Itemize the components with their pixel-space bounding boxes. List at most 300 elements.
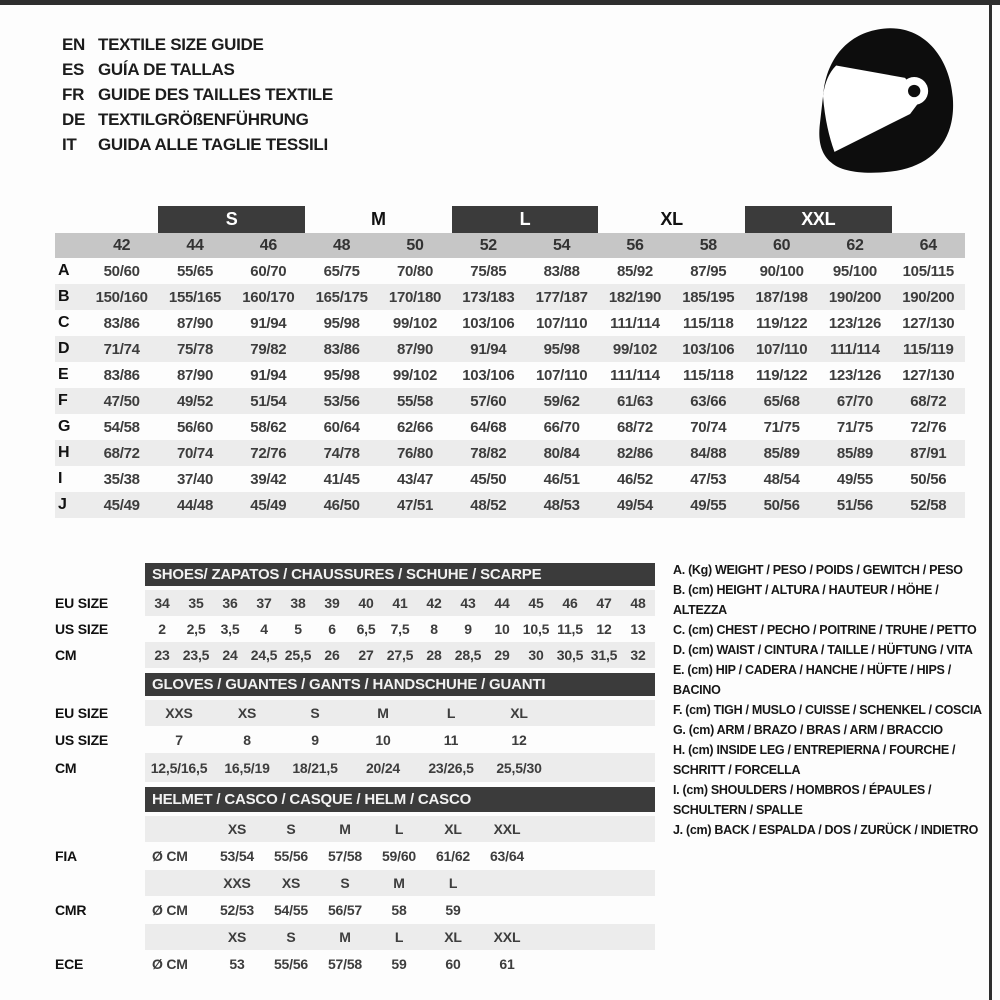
- gloves-labels: [55, 673, 145, 782]
- row-label: US SIZE: [55, 621, 109, 637]
- size-cell: Ø CM: [152, 956, 188, 972]
- language-title: GUIDE DES TAILLES TEXTILE: [98, 84, 333, 104]
- measurement-value: 68/72: [910, 392, 947, 410]
- size-number: 46: [259, 236, 277, 254]
- size-cell: S: [286, 929, 296, 945]
- size-number: 58: [699, 236, 717, 254]
- size-cell: 11: [443, 731, 459, 748]
- size-cell: M: [339, 929, 351, 945]
- measurement-row: [55, 284, 965, 310]
- measurement-value: 99/102: [612, 340, 657, 358]
- size-number: 56: [626, 236, 644, 254]
- size-row: [145, 642, 655, 668]
- size-cell: 63/64: [489, 848, 525, 864]
- measurement-value: 37/40: [176, 470, 214, 488]
- measurement-value: 49/55: [836, 470, 873, 488]
- size-cell: 12: [511, 731, 527, 748]
- size-cell: 16,5/19: [224, 759, 270, 776]
- size-cell: 52/53: [219, 902, 255, 918]
- legend-item: A. (Kg) WEIGHT / PESO / POIDS / GEWITCH / PESO: [673, 563, 963, 577]
- measurement-value: 90/100: [759, 262, 804, 280]
- measurement-value: 111/114: [830, 340, 880, 358]
- measurement-value: 107/110: [535, 366, 588, 384]
- measurement-value: 47/51: [396, 496, 433, 514]
- measurement-value: 83/86: [323, 340, 360, 358]
- size-cell: L: [394, 929, 404, 945]
- size-cell: 30,5: [556, 647, 584, 663]
- size-cell: 45: [528, 595, 544, 611]
- measurement-value: 85/92: [616, 262, 653, 280]
- measurement-value: 50/56: [910, 470, 947, 488]
- size-cell: M: [393, 875, 405, 891]
- size-cell: 12: [596, 621, 612, 637]
- size-cell: 55/56: [273, 956, 309, 972]
- size-cell: 44: [494, 595, 510, 611]
- language-title: GUIDA ALLE TAGLIE TESSILI: [98, 134, 328, 154]
- measurement-value: 67/70: [836, 392, 873, 410]
- language-code: DE: [62, 109, 86, 129]
- size-cell: 8: [243, 731, 251, 748]
- measurement-row: [55, 414, 965, 440]
- measurement-value: 95/98: [323, 366, 360, 384]
- measurement-value: 70/80: [396, 262, 433, 280]
- measurement-value: 47/53: [690, 470, 727, 488]
- measurement-value: 56/60: [176, 418, 214, 436]
- size-cell: 28,5: [454, 647, 482, 663]
- row-letter: H: [58, 444, 70, 461]
- helmet-title: HELMET / CASCO / CASQUE / HELM / CASCO: [145, 787, 655, 812]
- language-title-block: [62, 32, 333, 157]
- measurement-value: 51/54: [250, 392, 287, 410]
- size-cell: 9: [311, 731, 319, 748]
- size-cell: 4: [260, 621, 268, 637]
- size-row: [145, 950, 655, 978]
- size-number: 62: [846, 236, 864, 254]
- helmet-icon: [798, 22, 963, 174]
- measurement-value: 78/82: [470, 444, 507, 462]
- row-letter: F: [58, 392, 68, 409]
- row-letter: D: [58, 340, 70, 357]
- measurement-value: 58/62: [250, 418, 287, 436]
- measurement-value: 127/130: [902, 366, 955, 384]
- size-cell: 58: [391, 902, 407, 918]
- size-cell: XL: [510, 705, 528, 721]
- measurement-value: 119/122: [755, 314, 808, 332]
- size-row: [145, 700, 655, 726]
- measurement-value: 75/78: [176, 340, 214, 358]
- top-border-line: [0, 0, 1000, 5]
- size-cell: M: [377, 705, 389, 721]
- size-cell: 10: [494, 621, 510, 637]
- row-label: CMR: [55, 902, 87, 918]
- measurement-value: 52/58: [910, 496, 947, 514]
- row-label: CM: [55, 647, 77, 663]
- size-label-s: S: [158, 206, 305, 233]
- measurement-value: 83/88: [543, 262, 580, 280]
- row-label: [55, 870, 145, 896]
- measurement-value: 71/74: [103, 340, 140, 358]
- measurement-value: 62/66: [396, 418, 433, 436]
- measurement-value: 107/110: [535, 314, 588, 332]
- measurement-value: 103/106: [462, 314, 515, 332]
- size-cell: 61/62: [435, 848, 471, 864]
- size-number: 50: [406, 236, 424, 254]
- language-row: [62, 57, 333, 82]
- measurement-value: 70/74: [176, 444, 214, 462]
- size-cell: 37: [256, 595, 272, 611]
- size-cell: 28: [426, 647, 442, 663]
- measurement-value: 160/170: [242, 288, 295, 306]
- size-cell: 31,5: [590, 647, 618, 663]
- size-cell: 7,5: [390, 621, 410, 637]
- measurement-value: 53/56: [323, 392, 360, 410]
- size-cell: 26: [324, 647, 340, 663]
- size-cell: L: [394, 821, 404, 837]
- size-cell: 23/26,5: [428, 759, 474, 776]
- measurement-value: 71/75: [763, 418, 800, 436]
- row-letter: J: [58, 496, 67, 513]
- measurement-value: 79/82: [250, 340, 287, 358]
- measurement-value: 95/98: [323, 314, 360, 332]
- size-number: 64: [919, 236, 937, 254]
- size-cell: 47: [596, 595, 612, 611]
- measurement-value: 177/187: [535, 288, 588, 306]
- row-letter: I: [58, 470, 63, 487]
- legend-item: I. (cm) SHOULDERS / HOMBROS / ÉPAULES / SCHULTERN / SPALLE: [673, 783, 932, 817]
- measurement-value: 103/106: [682, 340, 735, 358]
- measurement-value: 87/90: [176, 314, 214, 332]
- size-cell: 20/24: [365, 759, 401, 776]
- measurement-value: 57/60: [470, 392, 507, 410]
- size-cell: 59: [391, 956, 407, 972]
- size-cell: 59: [445, 902, 461, 918]
- measurement-value: 46/50: [323, 496, 360, 514]
- size-cell: 8: [430, 621, 438, 637]
- label-spacer: [55, 673, 145, 700]
- row-letter: E: [58, 366, 69, 383]
- measurement-value: 95/100: [832, 262, 877, 280]
- legend-item: J. (cm) BACK / ESPALDA / DOS / ZURÜCK / INDIETRO: [673, 823, 979, 837]
- measurement-value: 111/114: [610, 366, 660, 384]
- measurement-value: 45/49: [103, 496, 140, 514]
- measurement-value: 65/75: [323, 262, 360, 280]
- size-cell: 60: [445, 956, 461, 972]
- size-cell: XXL: [493, 929, 521, 945]
- measurement-value: 55/65: [176, 262, 214, 280]
- shoes-grid: [145, 563, 655, 668]
- size-cell: XS: [237, 705, 257, 721]
- size-cell: 3,5: [220, 621, 240, 637]
- row-label: [55, 816, 145, 842]
- measurement-value: 61/63: [616, 392, 653, 410]
- measurement-value: 47/50: [103, 392, 140, 410]
- row-label: US SIZE: [55, 731, 109, 748]
- row-label: EU SIZE: [55, 705, 109, 721]
- size-cell: L: [446, 705, 456, 721]
- size-number: 42: [113, 236, 131, 254]
- size-number: 54: [553, 236, 571, 254]
- measurement-value: 60/64: [323, 418, 360, 436]
- measurement-value: 49/54: [616, 496, 653, 514]
- measurement-value: 91/94: [470, 340, 507, 358]
- size-cell: Ø CM: [152, 848, 188, 864]
- measurement-row: [55, 310, 965, 336]
- size-cell: 38: [290, 595, 306, 611]
- measurement-value: 91/94: [250, 314, 287, 332]
- measurement-value: 107/110: [755, 340, 808, 358]
- shoes-size-table: [55, 563, 655, 668]
- size-number: 60: [773, 236, 791, 254]
- size-row: [145, 870, 655, 896]
- measurement-value: 35/38: [103, 470, 140, 488]
- measurement-legend: [673, 560, 983, 840]
- size-cell: 55/56: [273, 848, 309, 864]
- measurement-value: 50/56: [763, 496, 800, 514]
- size-cell: 6,5: [356, 621, 376, 637]
- size-cell: 10: [375, 731, 391, 748]
- size-cell: 48: [630, 595, 646, 611]
- size-cell: 25,5: [284, 647, 312, 663]
- size-label-m: M: [370, 209, 386, 229]
- gloves-size-table: [55, 673, 655, 782]
- language-code: ES: [62, 59, 85, 79]
- measurement-value: 185/195: [682, 288, 735, 306]
- row-label: ECE: [55, 956, 84, 972]
- legend-item: D. (cm) WAIST / CINTURA / TAILLE / HÜFTUNG / VITA: [673, 643, 973, 657]
- size-cell: 56/57: [327, 902, 363, 918]
- measurement-row: [55, 336, 965, 362]
- size-row: [145, 896, 655, 924]
- measurement-value: 91/94: [250, 366, 287, 384]
- size-cell: 12,5/16,5: [150, 759, 208, 776]
- row-label: [55, 924, 145, 950]
- size-number: 52: [479, 236, 497, 254]
- language-row: [62, 82, 333, 107]
- measurement-value: 46/52: [616, 470, 653, 488]
- size-cell: 25,5/30: [496, 759, 542, 776]
- measurement-value: 44/48: [176, 496, 214, 514]
- size-cell: 5: [294, 621, 302, 637]
- size-row: [145, 616, 655, 642]
- size-cell: XXS: [223, 875, 251, 891]
- size-cell: 2: [158, 621, 166, 637]
- measurement-value: 155/165: [168, 288, 222, 306]
- measurement-value: 87/90: [176, 366, 214, 384]
- measurement-value: 83/86: [103, 366, 140, 384]
- size-row: [145, 842, 655, 870]
- measurement-row: [55, 492, 965, 518]
- size-cell: 53/54: [219, 848, 255, 864]
- size-cell: S: [310, 705, 320, 721]
- size-cell: 35: [188, 595, 204, 611]
- legend-item: F. (cm) TIGH / MUSLO / CUISSE / SCHENKEL / COSCIA: [673, 703, 982, 717]
- size-cell: 36: [222, 595, 238, 611]
- size-cell: 2,5: [186, 621, 206, 637]
- measurement-row: [55, 362, 965, 388]
- measurement-value: 87/95: [690, 262, 727, 280]
- measurement-value: 55/58: [396, 392, 433, 410]
- measurement-value: 105/115: [902, 262, 954, 280]
- size-cell: M: [339, 821, 351, 837]
- measurement-value: 49/55: [690, 496, 727, 514]
- size-cell: 39: [324, 595, 340, 611]
- size-cell: 40: [358, 595, 374, 611]
- measurement-value: 68/72: [616, 418, 653, 436]
- measurement-value: 60/70: [250, 262, 287, 280]
- measurement-value: 72/76: [250, 444, 287, 462]
- label-spacer: [55, 563, 145, 590]
- gloves-title: GLOVES / GUANTES / GANTS / HANDSCHUHE / GUANTI: [145, 673, 655, 696]
- language-code: FR: [62, 84, 85, 104]
- right-border-line: [989, 0, 992, 1000]
- size-cell: 6: [328, 621, 336, 637]
- size-cell: 23,5: [182, 647, 210, 663]
- helmet-labels: [55, 787, 145, 978]
- size-cell: 10,5: [522, 621, 550, 637]
- language-title: GUÍA DE TALLAS: [98, 59, 235, 79]
- measurement-value: 190/200: [828, 288, 881, 306]
- measurement-row: [55, 388, 965, 414]
- size-cell: L: [448, 875, 458, 891]
- measurement-value: 182/190: [608, 288, 662, 306]
- measurement-value: 170/180: [388, 288, 442, 306]
- measurement-value: 72/76: [910, 418, 947, 436]
- size-row: [145, 816, 655, 842]
- measurement-row: [55, 258, 965, 284]
- size-cell: 34: [154, 595, 170, 611]
- helmet-grid: [145, 787, 655, 978]
- size-cell: 29: [494, 647, 510, 663]
- measurement-value: 187/198: [755, 288, 808, 306]
- size-label-row: [55, 206, 965, 233]
- size-cell: 27,5: [386, 647, 414, 663]
- measurement-value: 103/106: [462, 366, 515, 384]
- measurement-value: 45/50: [470, 470, 507, 488]
- measurement-value: 173/183: [462, 288, 515, 306]
- row-label: CM: [55, 759, 77, 776]
- gloves-grid: [145, 673, 655, 782]
- size-cell: 46: [562, 595, 578, 611]
- legend-item: G. (cm) ARM / BRAZO / BRAS / ARM / BRACCIO: [673, 723, 943, 737]
- measurement-value: 165/175: [315, 288, 368, 306]
- measurement-value: 66/70: [543, 418, 580, 436]
- size-cell: 11,5: [557, 621, 583, 637]
- measurement-value: 95/98: [543, 340, 580, 358]
- measurement-value: 54/58: [103, 418, 140, 436]
- measurement-value: 87/91: [910, 444, 947, 462]
- measurement-value: 99/102: [392, 314, 438, 332]
- legend-item: C. (cm) CHEST / PECHO / POITRINE / TRUHE / PETTO: [673, 623, 977, 637]
- measurement-value: 85/89: [836, 444, 873, 462]
- size-number: 48: [333, 236, 351, 254]
- size-cell: 43: [460, 595, 476, 611]
- size-label-xl: XL: [660, 209, 683, 229]
- size-cell: 59/60: [381, 848, 417, 864]
- measurement-value: 68/72: [103, 444, 140, 462]
- size-row: [145, 924, 655, 950]
- size-cell: 54/55: [273, 902, 309, 918]
- size-cell: XS: [281, 875, 301, 891]
- size-cell: 13: [630, 621, 646, 637]
- language-code: IT: [62, 134, 77, 154]
- size-number-band: [55, 233, 965, 258]
- size-row: [145, 753, 655, 782]
- measurement-value: 85/89: [763, 444, 800, 462]
- measurement-value: 71/75: [836, 418, 873, 436]
- size-row: [145, 726, 655, 753]
- size-label-l: L: [452, 206, 599, 233]
- measurement-value: 63/66: [690, 392, 727, 410]
- size-cell: XS: [227, 821, 247, 837]
- row-letter: B: [58, 288, 70, 305]
- textile-size-table: [55, 206, 965, 518]
- size-cell: 30: [528, 647, 544, 663]
- size-label-xxl: XXL: [745, 206, 892, 233]
- measurement-value: 83/86: [103, 314, 140, 332]
- measurement-value: 115/118: [683, 314, 734, 332]
- measurement-value: 84/88: [690, 444, 727, 462]
- measurement-value: 111/114: [610, 314, 660, 332]
- shoes-labels: [55, 563, 145, 668]
- measurement-row: [55, 440, 965, 466]
- legend-item: E. (cm) HIP / CADERA / HANCHE / HÜFTE / HIPS / BACINO: [673, 663, 951, 697]
- label-spacer: [55, 787, 145, 816]
- size-cell: 27: [358, 647, 374, 663]
- size-cell: XXL: [493, 821, 521, 837]
- measurement-value: 43/47: [396, 470, 433, 488]
- measurement-value: 48/53: [543, 496, 580, 514]
- size-cell: 7: [175, 731, 183, 748]
- size-cell: 61: [499, 956, 515, 972]
- measurement-value: 48/54: [763, 470, 800, 488]
- size-cell: S: [286, 821, 296, 837]
- measurement-value: 190/200: [902, 288, 955, 306]
- size-cell: XS: [227, 929, 247, 945]
- measurement-value: 115/118: [683, 366, 734, 384]
- measurement-value: 82/86: [616, 444, 653, 462]
- measurement-value: 119/122: [755, 366, 808, 384]
- measurement-value: 123/126: [828, 314, 881, 332]
- measurement-value: 70/74: [690, 418, 727, 436]
- shoes-title: SHOES/ ZAPATOS / CHAUSSURES / SCHUHE / SCARPE: [145, 563, 655, 586]
- row-letter: C: [58, 314, 70, 331]
- measurement-value: 59/62: [543, 392, 580, 410]
- size-cell: 24,5: [250, 647, 278, 663]
- size-cell: 42: [426, 595, 442, 611]
- measurement-value: 50/60: [103, 262, 140, 280]
- row-label: EU SIZE: [55, 595, 109, 611]
- size-cell: S: [340, 875, 350, 891]
- size-cell: 9: [464, 621, 472, 637]
- language-row: [62, 132, 333, 157]
- measurement-value: 49/52: [176, 392, 214, 410]
- measurement-value: 45/49: [250, 496, 287, 514]
- language-row: [62, 32, 333, 57]
- measurement-value: 51/56: [836, 496, 873, 514]
- size-cell: 24: [222, 647, 238, 663]
- size-cell: 53: [229, 956, 245, 972]
- size-cell: Ø CM: [152, 902, 188, 918]
- helmet-size-table: [55, 787, 655, 978]
- row-letter: G: [58, 418, 71, 435]
- measurement-value: 39/42: [250, 470, 287, 488]
- legend-item: H. (cm) INSIDE LEG / ENTREPIERNA / FOURCHE / SCHRITT / FORCELLA: [673, 743, 956, 777]
- measurement-value: 150/160: [95, 288, 148, 306]
- size-cell: 57/58: [327, 848, 363, 864]
- measurement-value: 123/126: [828, 366, 881, 384]
- measurement-value: 115/119: [903, 340, 954, 358]
- language-row: [62, 107, 333, 132]
